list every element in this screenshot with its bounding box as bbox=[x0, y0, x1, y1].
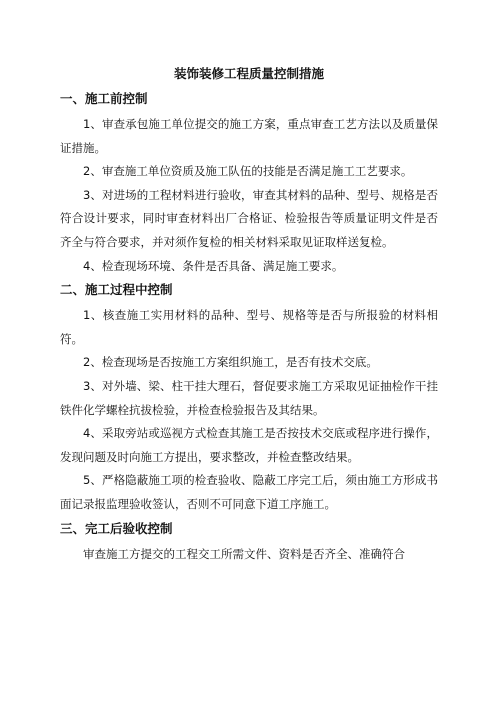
paragraph: 1、审查承包施工单位提交的施工方案，重点审查工艺方法以及质量保证措施。 bbox=[60, 117, 438, 155]
paragraph: 4、采取旁站或巡视方式检查其施工是否按技术交底或程序进行操作，发现问题及时向施工方提出，要求整改，并检查整改结果。 bbox=[60, 426, 438, 464]
section-heading: 一、施工前控制 bbox=[60, 91, 148, 106]
paragraph: 审查施工方提交的工程交工所需文件、资料是否齐全、准确符合 bbox=[83, 546, 405, 561]
paragraph: 4、检查现场环境、条件是否具备、满足施工要求。 bbox=[83, 258, 344, 273]
paragraph: 2、检查现场是否按施工方案组织施工，是否有技术交底。 bbox=[83, 355, 378, 370]
paragraph: 1、核查施工实用材料的品种、型号、规格等是否与所报验的材料相符。 bbox=[60, 308, 438, 346]
paragraph: 5、严格隐蔽施工项的检查验收、隐蔽工序完工后，须由施工方形成书面记录报监理验收签认，否则不可同意下道工序施工。 bbox=[60, 473, 438, 511]
section-heading: 三、完工后验收控制 bbox=[60, 520, 173, 536]
section-pre-construction bbox=[60, 91, 438, 278]
document-title: 装饰装修工程质量控制措施 bbox=[173, 66, 324, 81]
paragraph: 3、对进场的工程材料进行验收，审查其材料的品种、型号、规格是否符合设计要求，同时审查材料出厂合格证、检验报告等质量证明文件是否齐全与符合要求，并对须作复检的相关材料采取见证取样送复检。 bbox=[60, 187, 438, 249]
paragraph: 2、审查施工单位资质及施工队伍的技能是否满足施工工艺要求。 bbox=[83, 164, 413, 179]
section-completion-acceptance bbox=[60, 521, 438, 567]
section-heading: 二、施工过程中控制 bbox=[60, 282, 173, 298]
paragraph: 3、对外墙、梁、柱干挂大理石，督促要求施工方采取见证抽检作干挂铁件化学螺栓抗拔检验，并检查检验报告及其结果。 bbox=[60, 378, 438, 417]
section-during-construction bbox=[60, 282, 438, 516]
document-body bbox=[60, 66, 438, 566]
